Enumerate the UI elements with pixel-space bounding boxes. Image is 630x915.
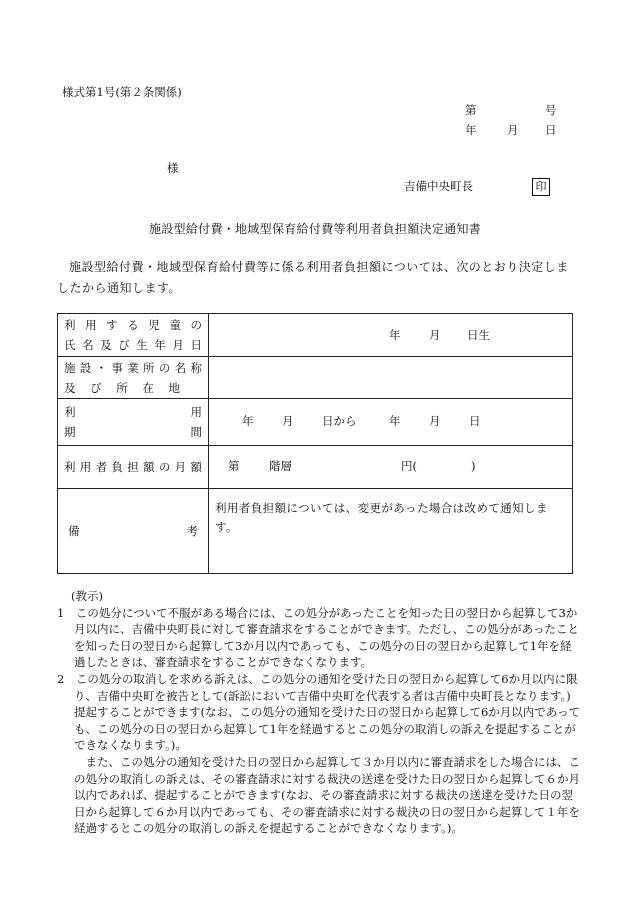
table-row-fee bbox=[58, 446, 573, 489]
value-remarks: 利用者負担額については、変更があった場合は改めて通知します。 bbox=[209, 489, 573, 574]
notice-heading: (教示) bbox=[71, 589, 103, 603]
form-label: 様式第1号(第２条関係) bbox=[62, 85, 182, 99]
table-row-period bbox=[58, 399, 573, 446]
label-child: 利用する児童の 氏名及び生年月日 bbox=[58, 314, 209, 357]
number-go: 号 bbox=[545, 103, 557, 117]
notice-item-2-continued: また、この処分の通知を受けた日の翌日から起算して３か月以内に審査請求をした場合には、この処分の取消しの訴えは、その審査請求に対する裁決の送達を受けた日の翌日から起算して６か月以内であれば、提起することができます(なお、その審査請求に対する裁決の送達を受けた日の翌日から起算して６か月以内であっても、その審査請求に対する裁決の日の翌日から起算して１年を経過するとこの処分の取消しの訴えを提起することができなくなります。)。 bbox=[74, 754, 580, 836]
date-month: 月 bbox=[507, 123, 519, 137]
notice-item-2: 2 この処分の取消しを求める訴えは、この処分の通知を受けた日の翌日から起算して6か月以内に限り、吉備中央町を被告として(訴訟において吉備中央町を代表する者は吉備中央町長となります。)提起することができます(なお、この処分の通知を受けた日の翌日から起算して6か月以内であっても、この処分の日の翌日から起算して1年を経過するとこの処分の取消しの訴えを提起することができなくなります。)。 bbox=[57, 671, 581, 753]
table-row-facility bbox=[58, 357, 573, 399]
seal-stamp: 印 bbox=[532, 178, 550, 196]
date-year: 年 bbox=[465, 123, 477, 137]
table-row-remarks bbox=[58, 489, 573, 574]
label-period: 利 用 期 間 bbox=[58, 399, 209, 446]
value-child: 年 月 日生 bbox=[209, 314, 573, 357]
table-row-child bbox=[58, 314, 573, 357]
number-dai: 第 bbox=[465, 103, 477, 117]
label-facility: 施設・事業所の名称 及び所在地 bbox=[58, 357, 209, 399]
addressee-suffix: 様 bbox=[167, 161, 179, 175]
value-facility bbox=[209, 357, 573, 399]
document-title: 施設型給付費・地域型保育給付費等利用者負担額決定通知書 bbox=[148, 222, 482, 236]
notice-item-1: 1 この処分について不服がある場合には、この処分があったことを知った日の翌日から起算して3か月以内に、吉備中央町長に対して審査請求をすることができます。ただし、この処分があったことを知った日の翌日から起算して3か月以内であっても、この処分の日の翌日から起算して1年を経過したときは、審査請求をすることができなくなります。 bbox=[57, 605, 579, 670]
label-fee: 利用者負担額の月額 bbox=[58, 446, 209, 489]
intro-text: 施設型給付費・地域型保育給付費等に係る利用者負担額については、次のとおり決定しましたから通知します。 bbox=[57, 260, 569, 295]
info-table bbox=[57, 313, 573, 574]
date-day: 日 bbox=[545, 123, 557, 137]
label-remarks: 備 考 bbox=[58, 489, 209, 574]
value-period: 年 月 日から 年 月 日 bbox=[209, 399, 573, 446]
value-fee: 第 階層 円( ) bbox=[209, 446, 573, 489]
notice-section bbox=[57, 588, 582, 837]
issuer: 吉備中央町長 bbox=[404, 179, 473, 193]
